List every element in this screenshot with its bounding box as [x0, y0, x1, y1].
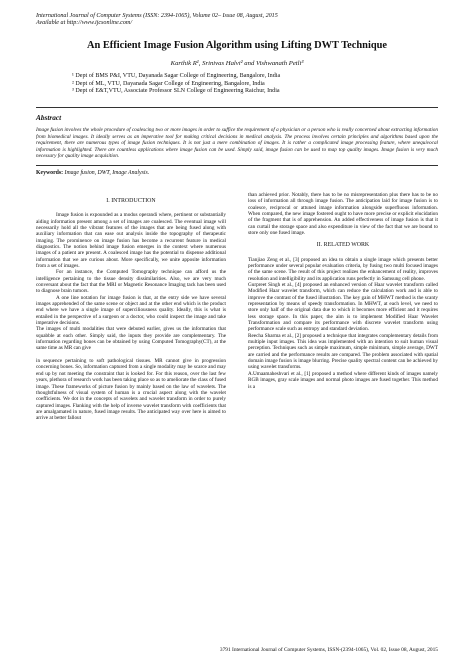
divider	[36, 165, 438, 166]
paper-authors: Karthik R¹, Srinivas Halvi² and Vishwanath Petli³	[170, 59, 304, 67]
paragraph: Reecha Sharma et al., [2] proposed a technique that integrates complementary details from multiple input images. This idea was implemented with an intention to suit human visual perception. Techniques such as simple maximum, simple minimum, simple average, DWT are carried and the performance results are compared. The problem associated with spatial domain image fusion is image blurring. Precise quality spectral content can be achieved by using wavelet transforms.	[248, 332, 438, 371]
abstract-text: Image fusion involves the whole procedure of coalescing two or more images in order to suffice the requirement of a physician or a person who is really concerned about extracting information from biomedical images. It ideally serves as an imperative tool for making critical decisions in medical analysis. The process involves certain principles and algorithms based upon the requirement, there are numerous types of image fusion techniques. It is not just a mere combination of images. It is rather a complicated image processing feature, where unequivocal information is highlighted. There are countless applications where image fusion can be used. Simply said, image fusion can be used to map top quality images. Image fusion is very much necessary for quality image acquisition.	[36, 126, 438, 160]
journal-url[interactable]: Available at http://www.ijcsonline.com/	[36, 20, 133, 27]
affiliation-3: ³ Dept of E&T,VTU, Associate Professor SLN College of Engineering Raichur, India	[72, 88, 280, 95]
paragraph: than achieved prior. Notably, there has to be no misrepresentation plus there has to be no loss of information all through image fusion. The anticipation laid for image fusion is to coalesce, reciprocal or attuned image information alongside superfluous information. When compared, the new image fostered ought to have more precise or explicit elucidation of the fragment that is of apprehension. An added effectiveness of image fusion is that it can curtail the storage space and also expenditure in view of the fact that we are bound to store only one fused image.	[248, 191, 438, 236]
right-column	[248, 192, 438, 422]
keywords-text: Image fusion, DWT, Image Analysis.	[64, 169, 150, 176]
affiliation-2: ² Dept of ML, VTU, Dayanada Sagar College of Engineering, Bangalore, India	[72, 80, 265, 87]
paragraph: The images of multi modalities that were debuted earlier, gives us the information that squabble at each other. Simply said, the inputs they provide are complementary. The information regarding bones can be obtained by using Computed Tomography(CT), at the same time as MR can give	[36, 326, 226, 352]
divider	[36, 107, 438, 108]
paragraph: Tianjiao Zeng et al., [3] proposed an idea to obtain a single image which presents better performance under several popular evaluation criteria, by fusing two multi focused images of the same scene. The result of this project realizes the enhancement of reality, improves resolution and intelligibility and its application runs perfectly in Samsung cell phone.	[248, 256, 438, 282]
section-heading-related-work: II. RELATED WORK	[316, 242, 370, 249]
affiliation-1: ¹ Dept of BMS P&I, VTU, Dayanada Sagar College of Engineering, Bangalore, India	[72, 72, 281, 79]
journal-header	[36, 13, 438, 28]
affiliations	[72, 73, 438, 96]
paper-title: An Efficient Image Fusion Algorithm using Lifting DWT Technique	[86, 39, 388, 51]
paragraph: A one line notation for image fusion is that, at the entry side we have several images apprehended of the same scene or object and at the other end which is the product end where we have a single image of superciliousness quality. Ideally, this is what is entailed in the perspective of a surgeon or a doctor, who could inspect the image and take imperative decisions.	[36, 294, 226, 327]
keywords	[36, 170, 438, 176]
journal-name: International Journal of Computer Systems (ISSN: 2394-1065), Volume 02– Issue 08, August, 2015	[36, 13, 278, 19]
section-heading-introduction: I. INTRODUCTION	[106, 197, 156, 204]
paragraph: A.Umaamaheshvari et al., [1] proposed a method where different kinds of images namely RGB images, gray scale images and normal photo images are fused together. This method is a	[248, 370, 438, 390]
paragraph: in sequence pertaining to soft pathological tissues. MR cannot give in progression concerning bones. So, information captured from a single modality may be scarce and may end up by not meeting the constraint that is looked for. For this reason, over the last few years, plethora of research work has been taking place so as to ameliorate the class of fused image. These frameworks of picture fusion by mainly based on the law of wavelets. The thoughtfulness of visual system of human is a crucial aspect along with the wavelet coefficients. We dot in the concepts of wavelets and wavelet transform in order to purely captured images. Flanking with the help of inverse wavelet transform with coefficients that are amalgamated in nature, fused image results. The anticipated way over here is aimed to arrive at better fallout	[36, 358, 226, 422]
paragraph: Image fusion is expounded as a modus operandi where, pertinent or substantially aiding information present among a set of images are coalesced. The eventual image will necessarily hold all the vibrant features of the images that are being fused along with auxiliary information that can ease out analysis inside the topography of therapeutic imaging. The prominence on image fusion has become a recurrent feature in medical diagnostics. The notion behind image fusion emerges in the context where numerous images of a patient are present. A coalesced image has the potential to dispense additional information that we are curious about. More specifically, we unite apposite information from a set of images.	[36, 212, 226, 269]
left-column	[36, 192, 226, 422]
abstract-heading: Abstract	[36, 112, 62, 122]
keywords-label: Keywords:	[36, 169, 64, 176]
paragraph: Gurpreet Singh et al., [4] proposed an enhanced version of Haar wavelet transform called Modified Haar wavelet transform, which can reduce the calculation work and is able to improve the contrast of the fused illustration. The key gain of MHWT method is the scanty representation by means of speedy transformation. In MHWT, at each level, we need to store only half of the original data due to which it becomes more efficient and it requires less storage space. In this paper, the aim is to implement Modified Haar Wavelet Transformation and compare its performance with discrete wavelet transform using performance scale such as entropy and standard deviation.	[248, 282, 438, 333]
body-columns	[36, 192, 438, 422]
page-footer: 3791 International Journal of Computer Systems, ISSN-(2394-1065), Vol. 02, Issue 08, August, 2015	[219, 647, 438, 653]
paragraph: For an instance, the Computed Tomography technique can afford us the intelligence pertaining to the tissue density dissimilarities. Also, we are very much conversant about the fact that the MRI or Magnetic Resonance Imaging tack has been used to diagnose brain tumors.	[36, 269, 226, 295]
